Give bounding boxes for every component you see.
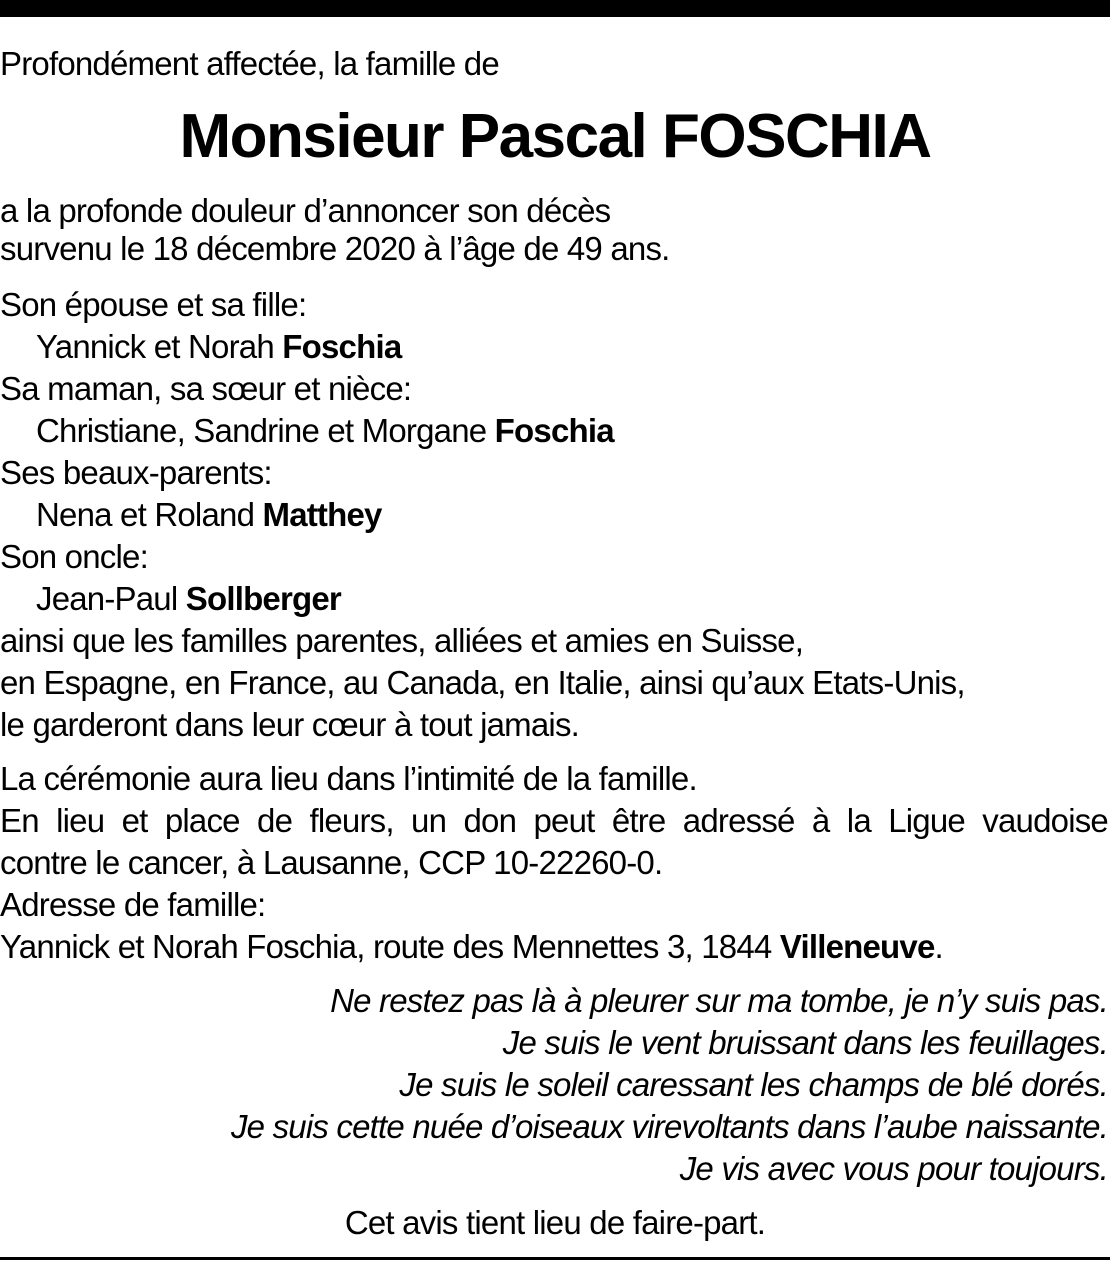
poem-line-3: Je suis le soleil caressant les champs de blé dorés.	[399, 1066, 1108, 1103]
family-names-spouse-daughter	[36, 330, 401, 363]
given-names: Yannick et Norah	[36, 328, 283, 365]
family-names-mother-sister-niece	[36, 414, 614, 447]
ceremony-line-1: La cérémonie aura lieu dans l’intimité de la famille.	[0, 760, 697, 797]
closing-note: Cet avis tient lieu de faire-part.	[344, 1204, 766, 1241]
surname: Foschia	[282, 328, 402, 365]
address-town: Villeneuve	[779, 928, 935, 965]
extended-family-line-3: le garderont dans leur cœur à tout jamais.	[0, 706, 580, 743]
family-address	[0, 930, 943, 963]
given-names: Christiane, Sandrine et Morgane	[36, 412, 495, 449]
family-relation-uncle: Son oncle:	[0, 538, 148, 575]
announcement-line-1: a la profonde douleur d’annoncer son décès	[0, 192, 611, 229]
top-border-rule	[0, 0, 1110, 17]
poem-line-5: Je vis avec vous pour toujours.	[679, 1150, 1108, 1187]
poem-line-1: Ne restez pas là à pleurer sur ma tombe, je n’y suis pas.	[330, 982, 1108, 1019]
family-relation-spouse-daughter: Son épouse et sa fille:	[0, 286, 307, 323]
bottom-border-rule	[0, 1257, 1110, 1260]
surname: Sollberger	[185, 580, 341, 617]
given-names: Jean-Paul	[36, 580, 186, 617]
ceremony-line-2: En lieu et place de fleurs, un don peut être adressé à la Ligue vaudoise	[0, 802, 1108, 839]
surname: Matthey	[262, 496, 382, 533]
family-names-uncle	[36, 582, 341, 615]
family-names-parents-in-law	[36, 498, 382, 531]
address-period: .	[934, 928, 943, 965]
family-relation-mother-sister-niece: Sa maman, sa sœur et nièce:	[0, 370, 412, 407]
surname: Foschia	[494, 412, 614, 449]
deceased-name-heading: Monsieur Pascal FOSCHIA	[179, 102, 931, 171]
announcement-line-2: survenu le 18 décembre 2020 à l’âge de 49 ans.	[0, 230, 670, 267]
address-label: Adresse de famille:	[0, 886, 266, 923]
given-names: Nena et Roland	[36, 496, 263, 533]
address-street: Yannick et Norah Foschia, route des Mennettes 3, 1844	[0, 928, 780, 965]
family-relation-parents-in-law: Ses beaux-parents:	[0, 454, 272, 491]
poem-line-2: Je suis le vent bruissant dans les feuillages.	[502, 1024, 1108, 1061]
ceremony-line-3: contre le cancer, à Lausanne, CCP 10-22260-0.	[0, 844, 663, 881]
intro-text: Profondément affectée, la famille de	[0, 45, 499, 82]
extended-family-line-2: en Espagne, en France, au Canada, en Italie, ainsi qu’aux Etats-Unis,	[0, 664, 965, 701]
poem-line-4: Je suis cette nuée d’oiseaux virevoltants dans l’aube naissante.	[230, 1108, 1108, 1145]
extended-family-line-1: ainsi que les familles parentes, alliées et amies en Suisse,	[0, 622, 804, 659]
